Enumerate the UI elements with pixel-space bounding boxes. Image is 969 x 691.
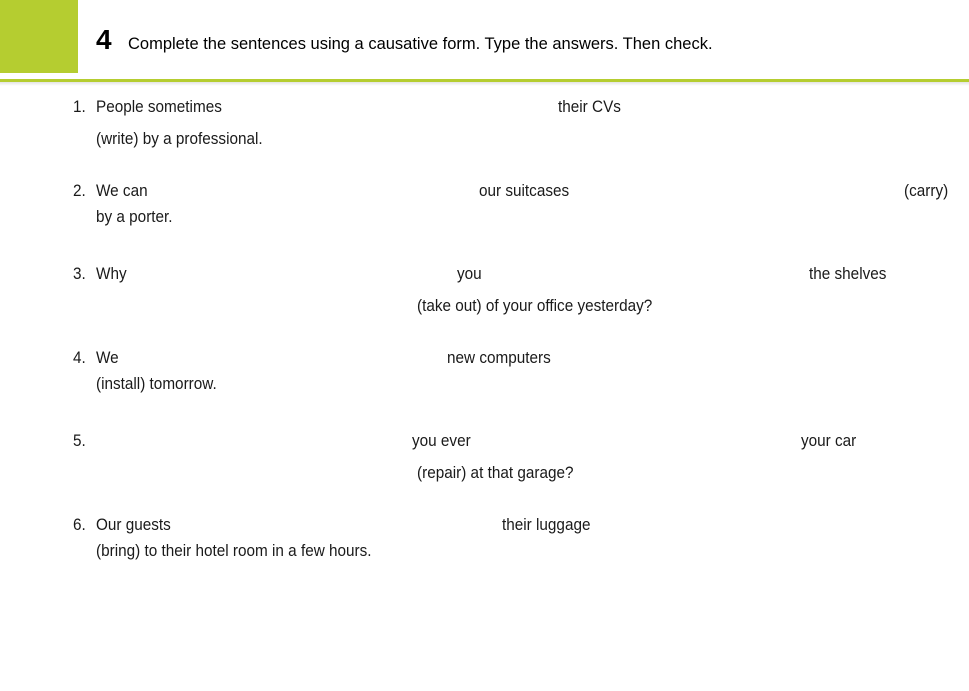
item-number: 6. bbox=[73, 515, 86, 534]
exercise-instruction: Complete the sentences using a causative form. Type the answers. Then check. bbox=[128, 35, 713, 53]
sentence-text: you bbox=[457, 264, 482, 283]
sentence-text: new computers bbox=[447, 348, 551, 367]
sentence-text: your car bbox=[801, 431, 857, 450]
answer-blank-3c[interactable] bbox=[96, 294, 416, 318]
sentence-text: We bbox=[96, 348, 119, 367]
answer-blank-2a[interactable] bbox=[162, 179, 480, 203]
answer-blank-4b[interactable] bbox=[572, 346, 900, 370]
accent-block bbox=[0, 0, 78, 73]
item-number: 2. bbox=[73, 181, 86, 200]
answer-blank-3a[interactable] bbox=[138, 262, 458, 286]
sentence-text: (take out) of your office yesterday? bbox=[417, 296, 653, 315]
item-number: 5. bbox=[73, 431, 86, 450]
answer-blank-2b[interactable] bbox=[585, 179, 905, 203]
answer-blank-6a[interactable] bbox=[186, 513, 502, 537]
sentence-text: (bring) to their hotel room in a few hours. bbox=[96, 541, 372, 560]
sentence-text: Why bbox=[96, 264, 127, 283]
header-shadow bbox=[0, 82, 969, 86]
item-number: 3. bbox=[73, 264, 86, 283]
sentence-text: the shelves bbox=[809, 264, 887, 283]
sentence-text: you ever bbox=[412, 431, 471, 450]
sentence-text: by a porter. bbox=[96, 207, 173, 226]
item-number: 4. bbox=[73, 348, 86, 367]
item-number: 1. bbox=[73, 97, 86, 116]
sentence-text: our suitcases bbox=[479, 181, 570, 200]
sentence-text: (install) tomorrow. bbox=[96, 374, 217, 393]
exercise-number: 4 bbox=[96, 24, 112, 55]
answer-blank-5b[interactable] bbox=[484, 429, 802, 453]
answer-blank-4a[interactable] bbox=[130, 346, 448, 370]
sentence-text: People sometimes bbox=[96, 97, 222, 116]
answer-blank-6b[interactable] bbox=[606, 513, 934, 537]
answer-blank-5a[interactable] bbox=[96, 429, 412, 453]
answer-blank-3b[interactable] bbox=[492, 262, 810, 286]
sentence-text: their luggage bbox=[502, 515, 591, 534]
answer-blank-1a[interactable] bbox=[240, 95, 558, 119]
exercise-header bbox=[0, 0, 969, 84]
sentence-text: their CVs bbox=[558, 97, 621, 116]
sentence-text: (write) by a professional. bbox=[96, 129, 263, 148]
answer-blank-5c[interactable] bbox=[96, 461, 416, 485]
answer-blank-1b[interactable] bbox=[632, 95, 960, 119]
sentence-text: (carry) bbox=[904, 181, 949, 200]
sentence-text: We can bbox=[96, 181, 148, 200]
sentence-text: (repair) at that garage? bbox=[417, 463, 574, 482]
sentence-text: Our guests bbox=[96, 515, 171, 534]
